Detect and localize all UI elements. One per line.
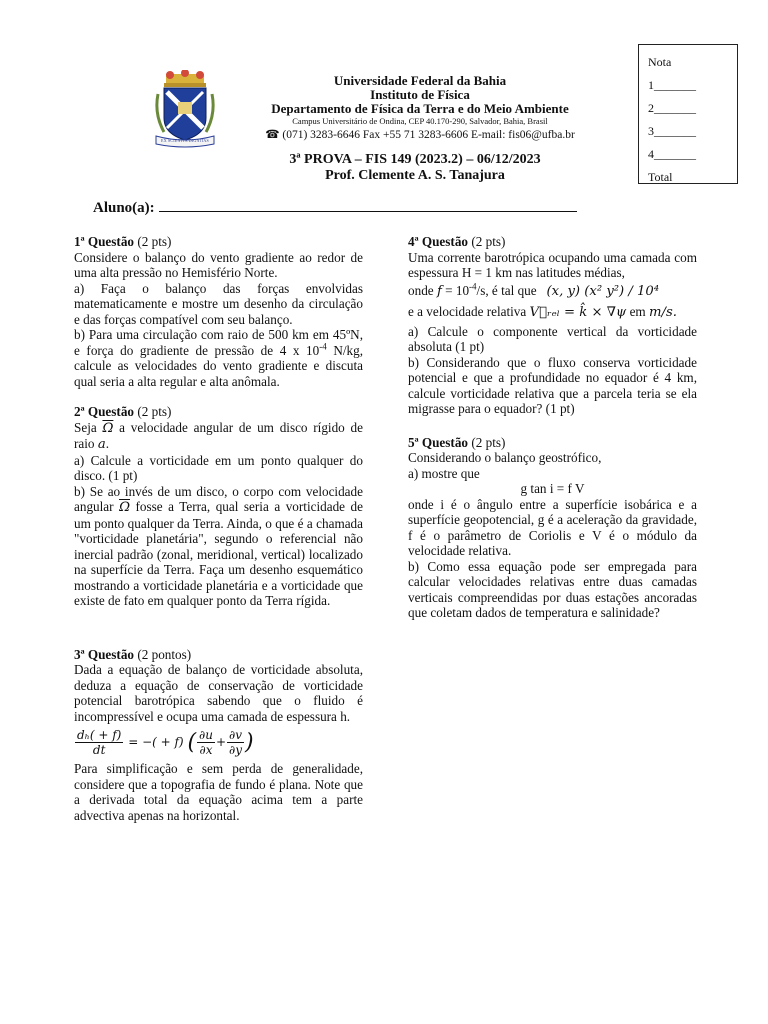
question-2-part-b: b) Se ao invés de um disco, o corpo com velocidade angular $\overline{\Omega}$ fosse a Terra, qual seria a vorticidade de um ponto qualquer da Terra. Ainda, o que é a chamada "vorticidade planetária", segundo o referencial não inercial padrão (zonal, meridional, vertical) localizado na superfície da Terra. Faça um desenho esquemático mostrando a vorticidade planetária e a vorticidade que existe de fato em qualquer ponto da Terra rígida. bbox=[74, 483, 363, 608]
question-4-intro: Uma corrente barotrópica ocupando uma camada com espessura H = 1 km nas latitudes médias, bbox=[408, 249, 697, 280]
question-3-points: (2 pontos) bbox=[137, 646, 192, 662]
grade-line-1: 1_______ bbox=[648, 78, 696, 92]
institute-name: Instituto de Física bbox=[370, 87, 470, 102]
geostrophic-equation: g tan i = f V bbox=[520, 481, 585, 496]
question-4-points: (2 pts) bbox=[471, 234, 506, 249]
student-label: Aluno(a): bbox=[93, 200, 155, 216]
grade-box bbox=[638, 44, 738, 184]
phone-icon: ☎ bbox=[265, 129, 280, 141]
university-name: Universidade Federal da Bahia bbox=[333, 73, 507, 88]
question-1 bbox=[74, 234, 363, 389]
question-4-title: 4ª Questão bbox=[408, 234, 469, 249]
contact-line bbox=[215, 127, 625, 141]
grade-total: Total bbox=[648, 170, 673, 184]
exam-title: 3ª PROVA – FIS 149 (2023.2) – 06/12/2023 bbox=[289, 152, 541, 167]
question-4-velocity: e a velocidade relativa V⃗ᵣₑₗ = k̂ × ∇ψ em m/s. bbox=[408, 304, 677, 320]
question-5-part-a-label: a) mostre que bbox=[408, 465, 480, 481]
vorticity-equation: $\frac{\text{dₕ( + f)}}{dt}$ = −( + f) ( $\frac{\partial u}{\partial x}$ + $\frac{\partial v}{\partial y}$ ) bbox=[77, 728, 254, 757]
question-5 bbox=[408, 435, 697, 621]
question-2-points: (2 pts) bbox=[137, 404, 172, 419]
question-1-title: 1ª Questão bbox=[74, 234, 135, 249]
question-4-streamfunction: onde $f = 10^{-4}/s$, é tal que (x, y) (x² y²) / 10⁴ bbox=[408, 281, 660, 299]
question-5-title: 5ª Questão bbox=[408, 434, 469, 450]
streamfunction-expression: (x, y) (x² y²) / 10⁴ bbox=[546, 283, 660, 299]
velocity-expression: V⃗ᵣₑₗ = k̂ × ∇ψ bbox=[529, 305, 627, 320]
grade-box-title: Nota bbox=[648, 55, 672, 69]
right-column bbox=[408, 234, 697, 635]
omega-vector: $\overline{\Omega}$ bbox=[102, 420, 114, 436]
question-2-part-a: a) Calcule a vorticidade em um ponto qualquer do disco. (1 pt) bbox=[74, 452, 363, 483]
question-3-outro: Para simplificação e sem perda de generalidade, considere que a topografia de fundo é plana. Note que a derivada total da equação acima tem a parte advectiva apenas na horizontal. bbox=[74, 761, 363, 823]
crest-motto: EX SCIENTIA DIGNITAS bbox=[161, 138, 209, 143]
left-column bbox=[74, 234, 363, 837]
question-5-points: (2 pts) bbox=[471, 434, 506, 450]
question-3-intro: Dada a equação de balanço de vorticidade absoluta, deduza a equação de conservação de vorticidade potencial barotrópica sabendo que o fluido é incompressível e ocupa uma camada de espessura h. bbox=[74, 662, 363, 724]
grade-line-4: 4_______ bbox=[648, 147, 696, 161]
student-name-line bbox=[159, 199, 577, 212]
question-1-points: (2 pts) bbox=[137, 234, 172, 249]
department-name: Departamento de Física da Terra e do Meio Ambiente bbox=[271, 101, 569, 116]
question-1-part-a: a) Faça o balanço das forças envolvidas matematicamente e mostre um desenho da circulação e das forças compatível com seu balanço. bbox=[74, 280, 363, 327]
grade-line-3: 3_______ bbox=[648, 124, 696, 138]
question-1-part-b: b) Para uma circulação com raio de 500 km em 45ºN, e força do gradiente de pressão de 4 x $10^{-4}$ N/kg, calcule as velocidades do vento gradiente e discuta qual seria a alta regular e alta anômala. bbox=[74, 327, 363, 389]
grade-line-2: 2_______ bbox=[648, 101, 696, 115]
question-1-intro: Considere o balanço do vento gradiente ao redor de uma alta pressão no Hemisfério Norte. bbox=[74, 249, 363, 280]
question-4-part-a: a) Calcule o componente vertical da vorticidade absoluta (1 pt) bbox=[408, 323, 697, 354]
professor-name: Prof. Clemente A. S. Tanajura bbox=[325, 168, 505, 183]
question-5-part-b: b) Como essa equação pode ser empregada para calcular velocidades relativas entre duas camadas verticais compreendidas por duas estações ancoradas que coletam dados de temperatura e salinidade? bbox=[408, 558, 697, 620]
student-name-field bbox=[93, 199, 577, 217]
question-4-part-b: b) Considerando que o fluxo conserva vorticidade potencial e que a profundidade no equador é 4 km, calcule vorticidade relativa que a parcela teria se ela migrasse para o equador? (1 pt) bbox=[408, 354, 697, 416]
question-3 bbox=[74, 647, 363, 824]
question-4 bbox=[408, 234, 697, 417]
question-5-intro: Considerando o balanço geostrófico, bbox=[408, 450, 602, 465]
question-2-intro: Seja $\overline{\Omega}$ a velocidade angular de um disco rígido de raio a. bbox=[74, 419, 363, 452]
question-5-explanation: onde i é o ângulo entre a superfície isobárica e a superfície geopotencial, g é a aceleração da gravidade, f é o parâmetro de Coriolis e V é o módulo da velocidade relativa. bbox=[408, 496, 697, 558]
campus-address: Campus Universitário de Ondina, CEP 40.170-290, Salvador, Bahia, Brasil bbox=[292, 116, 548, 126]
question-2 bbox=[74, 404, 363, 609]
question-3-title: 3ª Questão bbox=[74, 646, 135, 662]
question-2-title: 2ª Questão bbox=[74, 404, 135, 419]
contact-text: (071) 3283-6646 Fax +55 71 3283-6606 E-mail: fis06@ufba.br bbox=[282, 129, 575, 141]
